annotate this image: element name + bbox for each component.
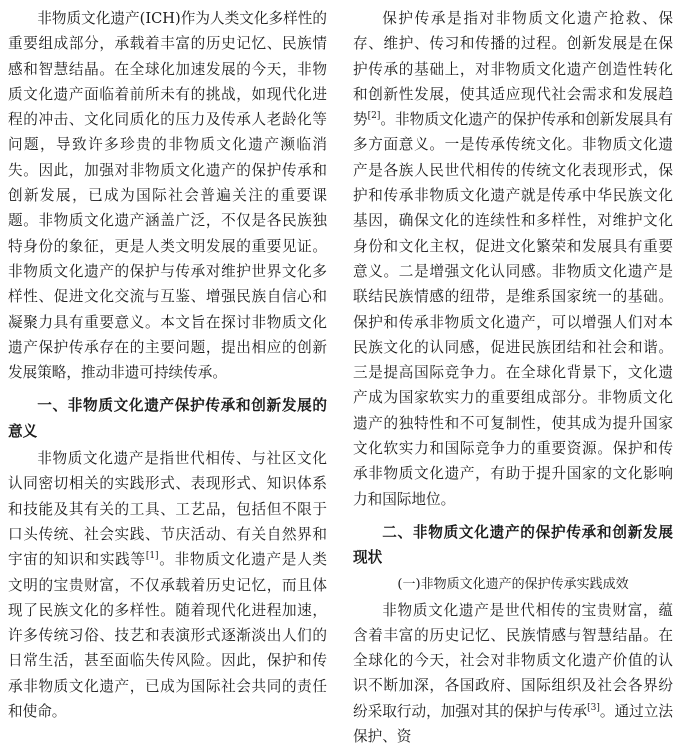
section-heading-1: 一、非物质文化遗产保护传承和创新发展的意义	[8, 397, 327, 440]
definition-text-a: 非物质文化遗产是指世代相传、与社区文化认同密切相关的实践形式、表现形式、知识体系和技能及其有关的工具、工艺品，包括但不限于口头传统、社会实践、节庆活动、有关自然界和宇宙的知识和实践等	[8, 450, 327, 569]
subsection-heading-1: (一)非物质文化遗产的保护传承实践成效	[397, 576, 629, 592]
column-divider	[340, 0, 341, 596]
intro-paragraph: 非物质文化遗产(ICH)作为人类文化多样性的重要组成部分，承载着丰富的历史记忆、民族情感和智慧结晶。在全球化加速发展的今天，非物质文化遗产面临着前所未有的挑战，如现代化进程的冲击、文化同质化的压力及传承人老龄化等问题，导致许多珍贵的非物质文化遗产濒临消失。因此，加强对非物质文化遗产的保护传承和创新发展，已成为国际社会普遍关注的重要课题。非物质文化遗产涵盖广泛，不仅是各民族独特身份的象征，更是人类文明发展的重要见证。非物质文化遗产的保护与传承对维护世界文化多样性、促进文化交流与互鉴、增强民族自信心和凝聚力具有重要意义。本文旨在探讨非物质文化遗产保护传承存在的主要问题，提出相应的创新发展策略，推动非遗可持续传承。	[8, 10, 327, 382]
section-heading-2: 二、非物质文化遗产的保护传承和创新发展现状	[353, 523, 673, 567]
citation-ref-3[interactable]: [3]	[587, 702, 600, 713]
practice-text-a: 非物质文化遗产是世代相传的宝贵财富，蕴含着丰富的历史记忆、民族情感与智慧结晶。在全球化的今天，社会对非物质文化遗产价值的认识不断加深，各国政府、国际组织及社会各界纷纷采取行动，加强对其的保护与传承	[353, 601, 673, 720]
significance-text-a: 保护传承是指对非物质文化遗产抢救、保存、维护、传习和传播的过程。创新发展是在保护传承的基础上，对非物质文化遗产创造性转化和创新性发展，使其适应现代社会需求和发展趋势	[353, 10, 673, 129]
significance-text-b: 。非物质文化遗产的保护传承和创新发展具有多方面意义。一是传承传统文化。非物质文化遗产是各族人民世代相传的传统文化表现形式，保护和传承非物质文化遗产就是传承中华民族文化基因，确保文化的连续性和多样性，对维护文化身份和文化主权，促进文化繁荣和发展具有重要意义。二是增强文化认同感。非物质文化遗产是联结民族情感的纽带，是维系国家统一的基础。保护和传承非物质文化遗产，可以增强人们对本民族文化的认同感，促进民族团结和社会和谐。三是提高国际竞争力。在全球化背景下，文化遗产成为国家软实力的重要组成部分。非物质文化遗产的独特性和不可复制性，使其成为提升国家文化软实力和国际竞争力的重要资源。保护和传承非物质文化遗产，有助于提升国家的文化影响力和国际地位。	[353, 111, 673, 508]
citation-ref-2[interactable]: [2]	[367, 111, 381, 122]
practice-text-b: 。通过立法保护、资	[353, 702, 673, 746]
definition-paragraph	[8, 446, 327, 724]
definition-text-b: 。非物质文化遗产是人类文明的宝贵财富，不仅承载着历史记忆，而且体现了民族文化的多样性。随着现代化进程加速，许多传统习俗、技艺和表演形式逐渐淡出人们的日常生活，甚至面临失传风险。因此，保护和传承非物质文化遗产，已成为国际社会共同的责任和使命。	[8, 551, 327, 721]
practice-paragraph	[353, 598, 673, 749]
significance-paragraph	[353, 6, 673, 512]
left-column	[8, 6, 327, 724]
citation-ref-1[interactable]: [1]	[145, 551, 159, 562]
right-column	[353, 6, 673, 749]
